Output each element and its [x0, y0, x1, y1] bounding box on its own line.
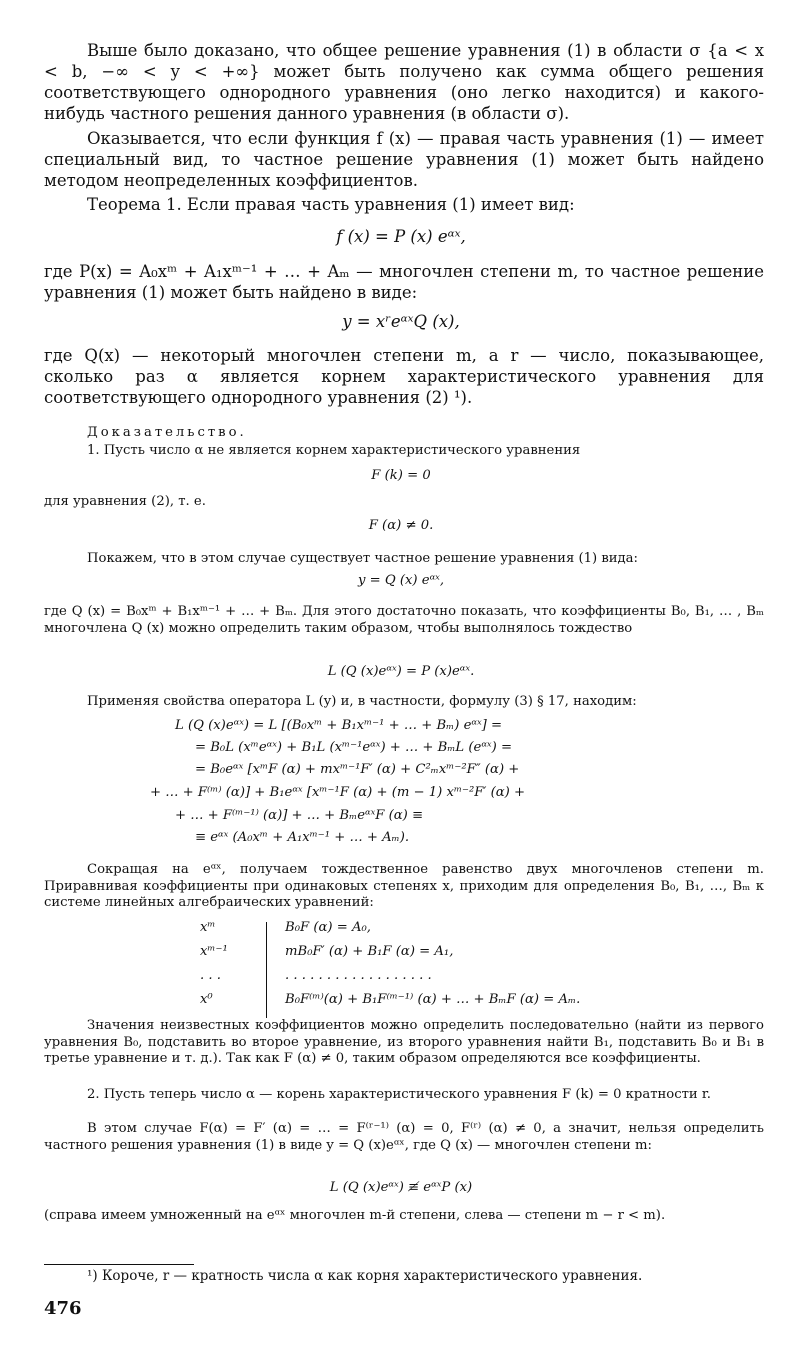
polynomial-paragraph: где P(x) = A₀xᵐ + A₁xᵐ⁻¹ + … + Aₘ — многочлен степени m, то частное решение уравнения (1) может быть найдено в виде: — [44, 262, 764, 302]
proof-heading: Доказательство. — [87, 425, 247, 440]
derivation-line-2: = B₀L (xᵐeᵅˣ) + B₁L (xᵐ⁻¹eᵅˣ) + … + BₘL (eᵅˣ) = — [195, 740, 513, 755]
system-power: xᵐ⁻¹ — [200, 944, 228, 959]
system-equation: B₀F (α) = A₀, — [285, 920, 371, 935]
system-equation: . . . . . . . . . . . . . . . . . . — [285, 968, 432, 983]
equation-not-identical: L (Q (x)eᵅˣ) ≢ eᵅˣP (x) — [329, 1180, 473, 1195]
footnote-divider — [44, 1264, 194, 1265]
footnote: ¹) Короче, r — кратность числа α как корня характеристического уравнения. — [87, 1268, 643, 1284]
intro-paragraph: Выше было доказано, что общее решение уравнения (1) в области σ {a < x < b, −∞ < y < +∞} может быть получено как сумма общего решения соответствующего однородного уравнения (оно легко находится) и какого-нибудь частного решения данного уравнения (в области σ). — [44, 41, 764, 123]
case2-paragraph: 2. Пусть теперь число α — корень характеристического уравнения F (k) = 0 кратности r. — [87, 1087, 711, 1102]
system-power: . . . — [200, 968, 221, 983]
derivation-line-1: L (Q (x)eᵅˣ) = L [(B₀xᵐ + B₁xᵐ⁻¹ + … + Bₘ) eᵅˣ] = — [175, 718, 503, 733]
system-row — [200, 992, 720, 1014]
page-number: 476 — [44, 1298, 82, 1319]
operator-paragraph: Применяя свойства оператора L (y) и, в частности, формулу (3) § 17, находим: — [87, 694, 637, 709]
reduction-paragraph: Сокращая на eᵅˣ, получаем тождественное равенство двух многочленов степени m. Приравнивая коэффициенты при одинаковых степенях x, приходим для определения B₀, B₁, …, Bₘ к системе линейных алгебраических уравнений: — [44, 862, 764, 910]
system-row — [200, 944, 720, 966]
equation-identity: L (Q (x)eᵅˣ) = P (x)eᵅˣ. — [327, 664, 475, 679]
equation-characteristic: F (k) = 0 — [371, 468, 431, 483]
system-power: xᵐ — [200, 920, 216, 935]
equation-y-q: y = Q (x) eᵅˣ, — [357, 573, 445, 588]
show-paragraph: Покажем, что в этом случае существует частное решение уравнения (1) вида: — [87, 551, 638, 566]
case1-paragraph: 1. Пусть число α не является корнем характеристического уравнения — [87, 443, 581, 458]
system-equation: B₀F⁽ᵐ⁾(α) + B₁F⁽ᵐ⁻¹⁾ (α) + … + BₘF (α) = Aₘ. — [285, 992, 581, 1007]
system-row — [200, 920, 720, 942]
equation-f-alpha: F (α) ≠ 0. — [368, 518, 434, 533]
derivation-line-6: ≡ eᵅˣ (A₀xᵐ + A₁xᵐ⁻¹ + … + Aₘ). — [195, 830, 410, 845]
zero-derivatives-paragraph: В этом случае F(α) = F′ (α) = … = F⁽ʳ⁻¹⁾ (α) = 0, F⁽ʳ⁾ (α) ≠ 0, а значит, нельзя определить частного решения уравнения (1) в виде y = Q (x)eᵅˣ, где Q (x) — многочлен степени m: — [44, 1121, 764, 1153]
sequential-paragraph: Значения неизвестных коэффициентов можно определить последовательно (найти из первого уравнения B₀, подставить во второе уравнение, из второго уравнения найти B₁, подставить B₀ и B₁ в третье уравнение и т. д.). Так как F (α) ≠ 0, таким образом определяются все коэффициенты. — [44, 1018, 764, 1066]
q-definition-paragraph: где Q(x) — некоторый многочлен степени m, а r — число, показывающее, сколько раз α является корнем характеристического уравнения для соответствующего однородного уравнения (2) ¹). — [44, 346, 764, 407]
for-equation-text: для уравнения (2), т. е. — [44, 494, 206, 509]
degree-remark: (справа имеем умноженный на eᵅˣ многочлен m-й степени, слева — степени m − r < m). — [44, 1208, 666, 1223]
method-paragraph: Оказывается, что если функция f (x) — правая часть уравнения (1) — имеет специальный вид, то частное решение уравнения (1) может быть найдено методом неопределенных коэффициентов. — [44, 129, 764, 190]
equation-solution-form: y = xʳeᵅˣQ (x), — [342, 312, 460, 331]
system-power: x⁰ — [200, 992, 213, 1007]
derivation-line-3: = B₀eᵅˣ [xᵐF (α) + mxᵐ⁻¹F′ (α) + C²ₘxᵐ⁻²F″ (α) + — [195, 762, 520, 777]
theorem-statement: Теорема 1. Если правая часть уравнения (1) имеет вид: — [87, 195, 575, 214]
equation-f: f (x) = P (x) eᵅˣ, — [336, 227, 466, 246]
derivation-line-5: + … + F⁽ᵐ⁻¹⁾ (α)] + … + BₘeᵅˣF (α) ≡ — [175, 808, 424, 823]
system-equation: mB₀F′ (α) + B₁F (α) = A₁, — [285, 944, 454, 959]
system-row — [200, 968, 720, 990]
derivation-line-4: + … + F⁽ᵐ⁾ (α)] + B₁eᵅˣ [xᵐ⁻¹F (α) + (m − 1) xᵐ⁻²F′ (α) + — [150, 785, 526, 800]
coefficients-paragraph: где Q (x) = B₀xᵐ + B₁xᵐ⁻¹ + … + Bₘ. Для этого достаточно показать, что коэффициенты B₀, B₁, … , Bₘ многочлена Q (x) можно определить таким образом, чтобы выполнялось тождество — [44, 604, 764, 636]
